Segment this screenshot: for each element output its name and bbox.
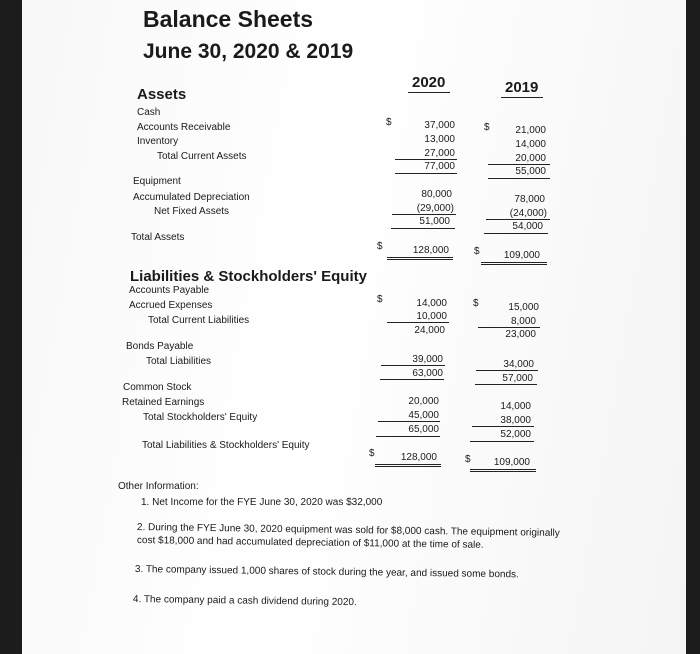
row-label-inventory: Inventory — [137, 136, 179, 147]
value-tse-2020: 65,000 — [408, 424, 439, 435]
value-cash-2019: 21,000 — [515, 125, 546, 136]
row-label-total-current-assets: Total Current Assets — [157, 151, 247, 162]
row-label-accounts-payable: Accounts Payable — [129, 285, 210, 296]
value-tcl-2020: 24,000 — [414, 325, 445, 336]
value-ar-2020: 13,000 — [424, 134, 455, 145]
row-label-total-current-liabilities: Total Current Liabilities — [148, 315, 250, 326]
subtotal-line — [486, 219, 550, 220]
liabilities-heading: Liabilities & Stockholders' Equity — [130, 268, 367, 285]
dollar-sign: $ — [369, 448, 375, 459]
subtotal-line — [472, 426, 534, 427]
page-subtitle: June 30, 2020 & 2019 — [143, 40, 354, 63]
other-info-item-2: 2. During the FYE June 30, 2020 equipment was sold for $8,000 cash. The equipment originally — [136, 522, 560, 539]
dollar-sign: $ — [377, 241, 383, 252]
other-info-heading: Other Information: — [118, 481, 199, 492]
total-line — [376, 436, 440, 437]
value-tcl-2019: 23,000 — [505, 329, 536, 340]
double-total-line — [470, 471, 536, 472]
value-re-2019: 38,000 — [500, 415, 531, 426]
subtotal-line — [488, 164, 550, 165]
other-info-item-4: 4. The company paid a cash dividend during 2020. — [132, 594, 357, 609]
total-line — [475, 384, 537, 385]
value-cash-2020: 37,000 — [424, 120, 455, 131]
column-header-2019: 2019 — [505, 79, 539, 96]
total-line — [488, 178, 550, 179]
value-accdep-2020: (29,000) — [416, 203, 454, 214]
row-label-total-liabilities: Total Liabilities — [146, 356, 212, 367]
subtotal-line — [395, 159, 457, 160]
row-label-equipment: Equipment — [133, 176, 181, 187]
value-tca-2019: 55,000 — [515, 166, 546, 177]
value-equipment-2020: 80,000 — [421, 189, 452, 200]
value-tse-2019: 52,000 — [500, 429, 531, 440]
subtotal-line — [378, 421, 440, 422]
value-total-assets-2019: 109,000 — [503, 250, 540, 261]
value-accrued-2020: 10,000 — [416, 311, 447, 322]
value-ar-2019: 14,000 — [515, 139, 546, 150]
double-total-line — [375, 464, 441, 465]
value-inventory-2020: 27,000 — [424, 148, 455, 159]
subtotal-line — [478, 327, 540, 328]
other-info-item-3: 3. The company issued 1,000 shares of stock during the year, and issued some bonds. — [134, 564, 519, 581]
total-line — [484, 233, 548, 234]
value-tl-2020: 63,000 — [412, 368, 443, 379]
double-total-line — [470, 469, 536, 470]
double-total-line — [387, 259, 453, 260]
right-scan-border — [686, 0, 700, 654]
value-tl-2019: 57,000 — [502, 373, 533, 384]
subtotal-line — [476, 370, 538, 371]
value-accdep-2019: (24,000) — [509, 208, 547, 219]
row-label-common-stock: Common Stock — [123, 382, 192, 393]
value-re-2020: 45,000 — [408, 410, 439, 421]
row-label-retained-earnings: Retained Earnings — [122, 397, 205, 408]
column-header-2020: 2020 — [412, 74, 446, 91]
value-tle-2020: 128,000 — [400, 452, 437, 463]
dollar-sign: $ — [386, 117, 392, 128]
dollar-sign: $ — [377, 294, 383, 305]
dollar-sign: $ — [484, 122, 490, 133]
double-total-line — [375, 466, 441, 467]
left-scan-border — [0, 0, 22, 654]
total-line — [395, 173, 457, 174]
underline — [408, 92, 450, 93]
value-cs-2020: 20,000 — [408, 396, 439, 407]
value-tca-2020: 77,000 — [424, 161, 455, 172]
row-label-bonds-payable: Bonds Payable — [126, 341, 194, 352]
value-nfa-2020: 51,000 — [419, 216, 450, 227]
other-info-item-1: 1. Net Income for the FYE June 30, 2020 was $32,000 — [141, 497, 383, 508]
row-label-net-fixed-assets: Net Fixed Assets — [154, 206, 230, 217]
double-total-line — [481, 262, 547, 263]
dollar-sign: $ — [474, 246, 480, 257]
value-accrued-2019: 8,000 — [510, 316, 536, 327]
subtotal-line — [381, 365, 445, 366]
value-bonds-2020: 39,000 — [412, 354, 443, 365]
dollar-sign: $ — [465, 454, 471, 465]
value-equipment-2019: 78,000 — [514, 194, 545, 205]
row-label-accrued-expenses: Accrued Expenses — [129, 300, 213, 311]
row-label-total-stockholders-equity: Total Stockholders' Equity — [143, 412, 258, 423]
value-bonds-2019: 34,000 — [503, 359, 534, 370]
underline — [501, 97, 543, 98]
row-label-total-assets: Total Assets — [131, 232, 185, 243]
row-label-cash: Cash — [137, 107, 161, 118]
row-label-accumulated-depreciation: Accumulated Depreciation — [133, 192, 250, 203]
value-nfa-2019: 54,000 — [512, 221, 543, 232]
total-line — [470, 441, 534, 442]
subtotal-line — [387, 322, 449, 323]
double-total-line — [481, 264, 547, 265]
value-cs-2019: 14,000 — [500, 401, 531, 412]
total-line — [380, 379, 444, 380]
value-ap-2020: 14,000 — [416, 298, 447, 309]
row-label-accounts-receivable: Accounts Receivable — [137, 122, 231, 133]
page-title: Balance Sheets — [143, 6, 314, 32]
assets-heading: Assets — [137, 86, 187, 103]
double-total-line — [387, 257, 453, 258]
value-inventory-2019: 20,000 — [515, 153, 546, 164]
subtotal-line — [392, 214, 456, 215]
other-info-item-2-cont: cost $18,000 and had accumulated depreciation of $11,000 at the time of sale. — [136, 535, 484, 551]
total-line — [391, 228, 455, 229]
value-tle-2019: 109,000 — [493, 457, 530, 468]
value-ap-2019: 15,000 — [508, 302, 539, 313]
value-total-assets-2020: 128,000 — [412, 245, 449, 256]
row-label-total-liabilities-equity: Total Liabilities & Stockholders' Equity — [142, 440, 310, 451]
dollar-sign: $ — [473, 298, 479, 309]
